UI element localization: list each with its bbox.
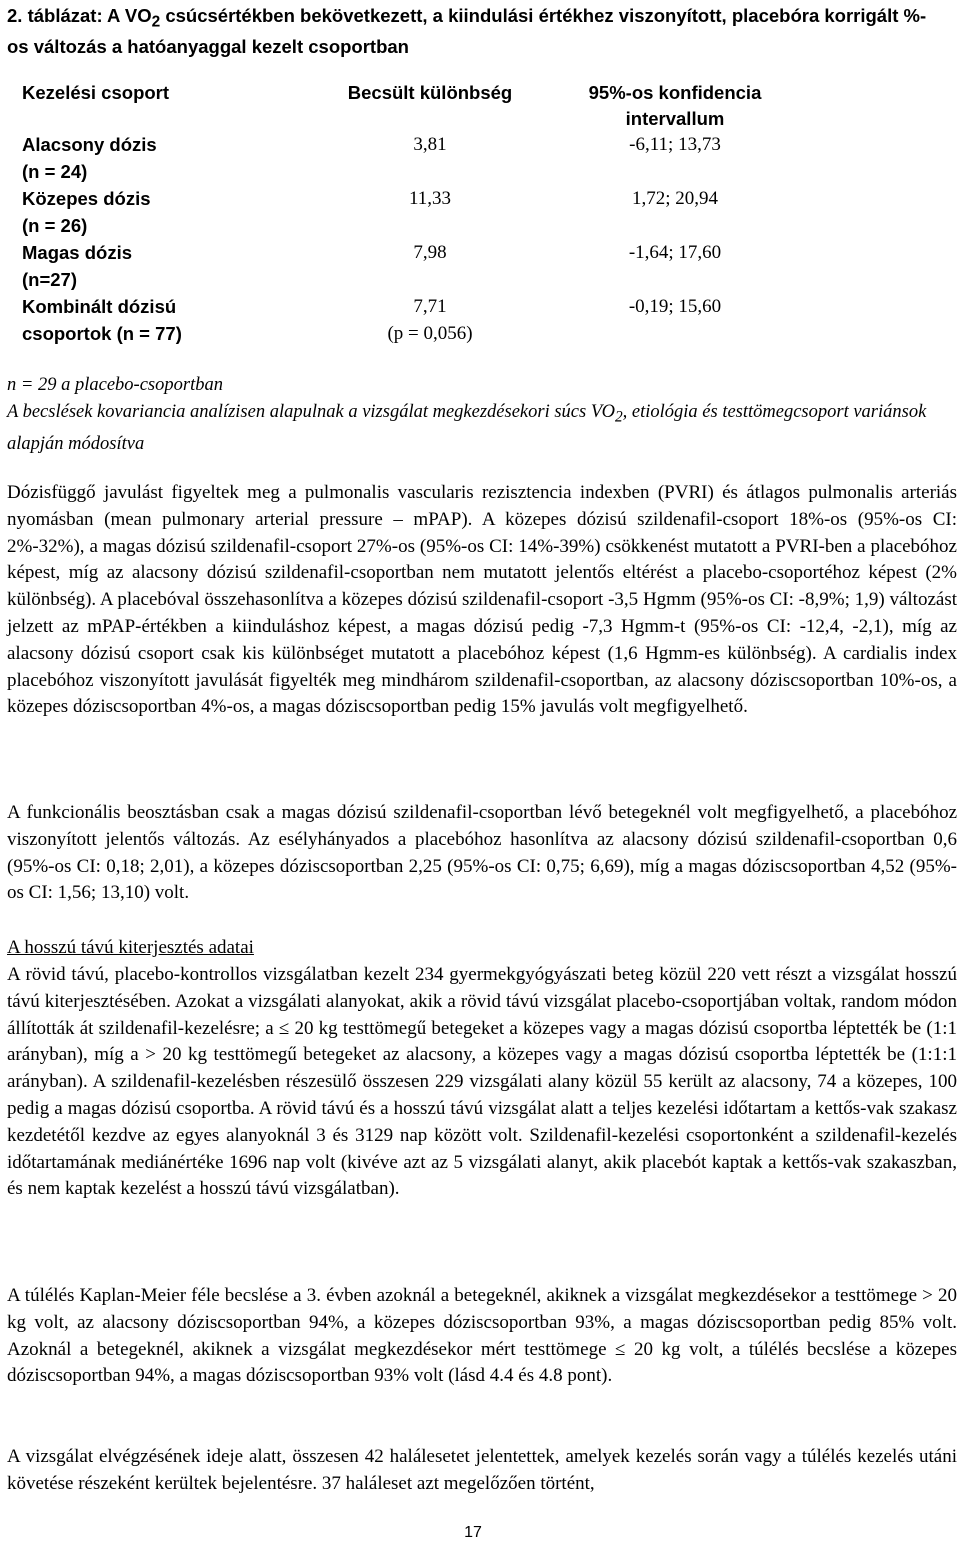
caption-text: 2. táblázat: A VO: [7, 5, 152, 26]
group-name: Alacsony dózis: [22, 134, 157, 155]
estimate-value: 3,81: [413, 134, 447, 155]
table-note: [7, 399, 952, 458]
group-name: Kombinált dózisú: [22, 296, 177, 317]
paragraph-pvri: Dózisfüggő javulást figyeltek meg a pulmonalis vascularis rezisztencia indexben (PVRI) és átlagos pulmonalis arteriás nyomásban (mean pulmonary arterial pressure – mPAP). A közepes dózisú szildenafil-csoport 18%-os (95%-os CI: 2%-32%), a magas dózisú szildenafil-csoport 27%-os (95%-os CI: 14%-39%) csökkenést mutatott a PVRI-ben a placebóhoz képest, míg az alacsony dózisú szildenafil-csoportban nem mutatott jelentős eltérést a placebo-csoportéhoz képest (2% különbség). A placebóval összehasonlítva a közepes dózisú szildenafil-csoport -3,5 Hgmm (95%-os CI: -8,9%; 1,9) változást jelzett az mPAP-értékben a kiinduláshoz képest, a magas dózisú pedig -7,3 Hgmm-t (95%-os CI: -12,4, -2,1), míg az alacsony dózisú csoport csak kis különbséget mutatott a placebóhoz képest (1,6 Hgmm-es különbség). A cardialis index placebóhoz viszonyított javulását figyelték meg mindhárom szildenafil-csoportban, az alacsony dóziscsoportban 10%-os, a közepes dóziscsoportban 4%-os, a magas dóziscsoportban pedig 15% javulás volt megfigyelhető.: [7, 482, 957, 718]
caption-text-continued: csúcsértékben bekövetkezett, a kiindulási értékhez viszonyított, placebóra korrigált %-os változás a hatóanyaggal kezelt csoportban: [7, 5, 927, 57]
group-cell: [22, 239, 282, 293]
paragraph-functional-class: A funkcionális beosztásban csak a magas dózisú szildenafil-csoportban lévő betegeknél volt megfigyelhető, a placebóhoz viszonyított jelentős változás. Az esélyhányados a placebóhoz hasonlítva az alacsony dózisú szildenafil-csoportban 0,6 (95%-os CI: 0,18; 2,01), a közepes dóziscsoportban 2,25 (95%-os CI: 0,75; 6,69), míg a magas dóziscsoportban 4,52 (95%-os CI: 1,56; 13,10) volt.: [7, 802, 957, 904]
group-cell: [22, 131, 282, 185]
paragraph-extension: A rövid távú, placebo-kontrollos vizsgálatban kezelt 234 gyermekgyógyászati beteg közül 220 vett részt a vizsgálat hosszú távú kiterjesztésében. Azokat a vizsgálati alanyokat, akik a rövid távú vizsgálat placebo-csoportjában voltak, random módon állították át szildenafil-kezelésre; a ≤ 20 kg testtömegű betegeket a közepes vagy a magas dózisú csoportba léptették be (1:1 arányban), míg a > 20 kg testtömegű betegeket az alacsony, a közepes vagy a magas dózisú csoportba léptették be (1:1:1 arányban). A szildenafil-kezelésben részesülő összesen 229 vizsgálati alany közül 55 került az alacsony, 74 a közepes, 100 pedig a magas dózisú csoportba. A rövid távú és a hosszú távú vizsgálat alatt a teljes kezelési időtartam a kettős-vak szakasz kezdetétől kezdve az egyes alanyoknál 3 és 3129 nap között volt. Szildenafil-kezelési csoportonként a szildenafil-kezelés időtartamának mediánértéke 1696 nap volt (kivéve azt az 5 vizsgálati alanyt, akik placebót kaptak a kettős-vak szakaszban, és nem kaptak kezelést a hosszú távú vizsgálatban).: [7, 964, 957, 1200]
ci-cell: -0,19; 15,60: [628, 296, 722, 317]
note-text: A becslések kovariancia analízisen alapulnak a vizsgálat megkezdésekori súcs VO: [7, 401, 615, 422]
paragraph-deaths: A vizsgálat elvégzésének ideje alatt, összesen 42 halálesetet jelentettek, amelyek kezelés során vagy a túlélés kezelés utáni követése részeként kerültek bejelentésre. 37 haláleset azt megelőzően történt,: [7, 1446, 957, 1494]
table-row: [0, 185, 960, 239]
note-subscript: 2: [614, 408, 623, 426]
group-cell: [22, 185, 282, 239]
estimate-value: 11,33: [408, 188, 452, 209]
table-notes: [7, 372, 952, 457]
table-caption: [7, 4, 947, 59]
estimate-cell: [320, 185, 540, 212]
group-name: Magas dózis: [22, 242, 132, 263]
paragraph-survival: A túlélés Kaplan-Meier féle becslése a 3. évben azoknál a betegeknél, akiknek a vizsgálat megkezdésekor a testtömege > 20 kg volt, az alacsony dóziscsoportban 94%, a közepes dóziscsoportban 93%, a magas dóziscsoportban pedig 85% volt. Azoknál a betegeknél, akiknek a vizsgálat megkezdésekor mért testtömege ≤ 20 kg volt, a túlélés becslése a közepes dóziscsoportban 94%, a magas dóziscsoportban 93% volt (lásd 4.4 és 4.8 pont).: [7, 1285, 957, 1387]
ci-cell: -1,64; 17,60: [628, 242, 722, 263]
section-heading: A hosszú távú kiterjesztés adatai: [7, 937, 254, 958]
table-note: n = 29 a placebo-csoportban: [7, 375, 223, 395]
group-size: (n=27): [22, 269, 78, 290]
estimate-value: 7,98: [413, 242, 447, 263]
estimate-value: 7,71: [413, 296, 447, 317]
estimate-cell: [320, 131, 540, 158]
ci-cell: 1,72; 20,94: [631, 188, 719, 209]
table-row: [0, 239, 960, 293]
p-value: (p = 0,056): [387, 323, 473, 344]
table-header-estimate: Becsült különbség: [347, 82, 513, 103]
caption-subscript: 2: [151, 13, 161, 31]
group-size: (n = 24): [22, 161, 88, 182]
ci-cell: -6,11; 13,73: [629, 134, 721, 155]
group-size: csoportok (n = 77): [22, 323, 182, 344]
table-row: [0, 293, 960, 347]
table-row: [0, 131, 960, 185]
table-header-ci: 95%-os konfidencia intervallum: [588, 82, 762, 129]
table-header-group: Kezelési csoport: [22, 82, 170, 103]
page-number: 17: [464, 1524, 482, 1541]
group-name: Közepes dózis: [22, 188, 151, 209]
group-cell: [22, 293, 282, 347]
group-size: (n = 26): [22, 215, 88, 236]
note-text-continued: , etiológia és testtömegcsoport variánsok alapján módosítva: [7, 401, 927, 454]
estimate-cell: [320, 293, 540, 347]
estimate-cell: [320, 239, 540, 266]
